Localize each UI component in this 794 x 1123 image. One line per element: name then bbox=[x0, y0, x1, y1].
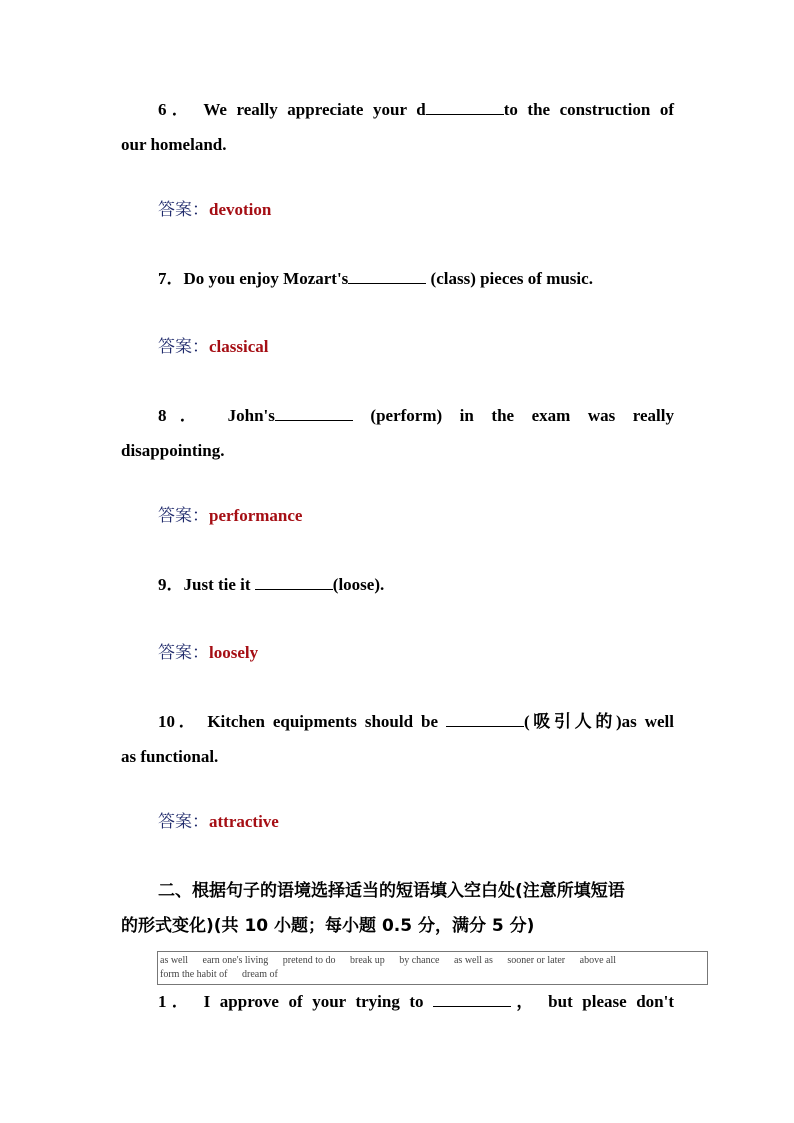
answer-8 bbox=[158, 504, 302, 528]
question-9 bbox=[121, 567, 674, 602]
section-heading-line2: 的形式变化)(共 10 小题；每小题 0.5 分，满分 5 分) bbox=[121, 916, 535, 936]
phrase-item: by chance bbox=[399, 955, 440, 966]
question-number: 1． bbox=[158, 992, 195, 1011]
question-8 bbox=[121, 398, 674, 468]
question-text: ， but please don't bbox=[511, 992, 675, 1011]
answer-blank bbox=[255, 572, 333, 590]
phrase-item: form the habit of bbox=[160, 969, 228, 980]
answer-blank bbox=[433, 989, 511, 1007]
answer-10 bbox=[158, 810, 279, 834]
phrase-item: earn one's living bbox=[202, 955, 269, 966]
answer-blank bbox=[446, 709, 524, 727]
phrase-item: sooner or later bbox=[507, 955, 566, 966]
answer-6 bbox=[158, 198, 271, 222]
answer-label: 答案： bbox=[158, 200, 209, 220]
answer-value: performance bbox=[209, 506, 303, 525]
question-text: John's bbox=[227, 406, 275, 425]
question-text: (perform) in the exam was really bbox=[352, 406, 675, 425]
answer-7 bbox=[158, 335, 269, 359]
question-text-line2: our homeland. bbox=[121, 135, 227, 154]
phrase-item: dream of bbox=[241, 969, 278, 980]
answer-blank bbox=[275, 403, 353, 421]
phrase-bank bbox=[157, 951, 708, 985]
question-text-line2: disappointing. bbox=[121, 441, 225, 460]
question-text: (吸引人的)as well bbox=[523, 712, 674, 731]
question-text: Do you enjoy Mozart's bbox=[183, 269, 349, 288]
question-number: 7． bbox=[158, 269, 184, 288]
answer-blank bbox=[348, 266, 426, 284]
section-heading bbox=[121, 874, 674, 944]
question-text: I approve of your trying to bbox=[203, 992, 434, 1011]
phrase-item: as well bbox=[160, 955, 189, 966]
phrase-item: as well as bbox=[453, 955, 493, 966]
answer-blank bbox=[426, 97, 504, 115]
question-text: to the construction of bbox=[503, 100, 675, 119]
answer-label: 答案： bbox=[158, 337, 209, 357]
phrase-item: pretend to do bbox=[282, 955, 336, 966]
section2-question-1 bbox=[158, 984, 674, 1019]
question-7 bbox=[121, 261, 674, 296]
question-text: Kitchen equipments should be bbox=[207, 712, 446, 731]
phrase-item: above all bbox=[579, 955, 617, 966]
question-text-line2: as functional. bbox=[121, 747, 219, 766]
section-heading-line1: 二、根据句子的语境选择适当的短语填入空白处(注意所填短语 bbox=[158, 881, 625, 901]
answer-value: attractive bbox=[209, 812, 279, 831]
question-10 bbox=[121, 704, 674, 774]
answer-label: 答案： bbox=[158, 812, 209, 832]
question-text: (class) pieces of music. bbox=[426, 269, 593, 288]
question-number: 9． bbox=[158, 575, 184, 594]
question-number: 8． bbox=[158, 406, 211, 425]
answer-value: classical bbox=[209, 337, 269, 356]
answer-label: 答案： bbox=[158, 506, 209, 526]
phrase-item: break up bbox=[350, 955, 385, 966]
answer-value: devotion bbox=[209, 200, 272, 219]
question-6 bbox=[121, 92, 674, 162]
question-text: We really appreciate your d bbox=[203, 100, 426, 119]
answer-label: 答案： bbox=[158, 643, 209, 663]
answer-value: loosely bbox=[209, 643, 259, 662]
question-number: 6． bbox=[158, 100, 195, 119]
question-number: 10． bbox=[158, 712, 200, 731]
question-text: Just tie it bbox=[183, 575, 255, 594]
answer-9 bbox=[158, 641, 258, 665]
question-text: (loose). bbox=[332, 575, 385, 594]
